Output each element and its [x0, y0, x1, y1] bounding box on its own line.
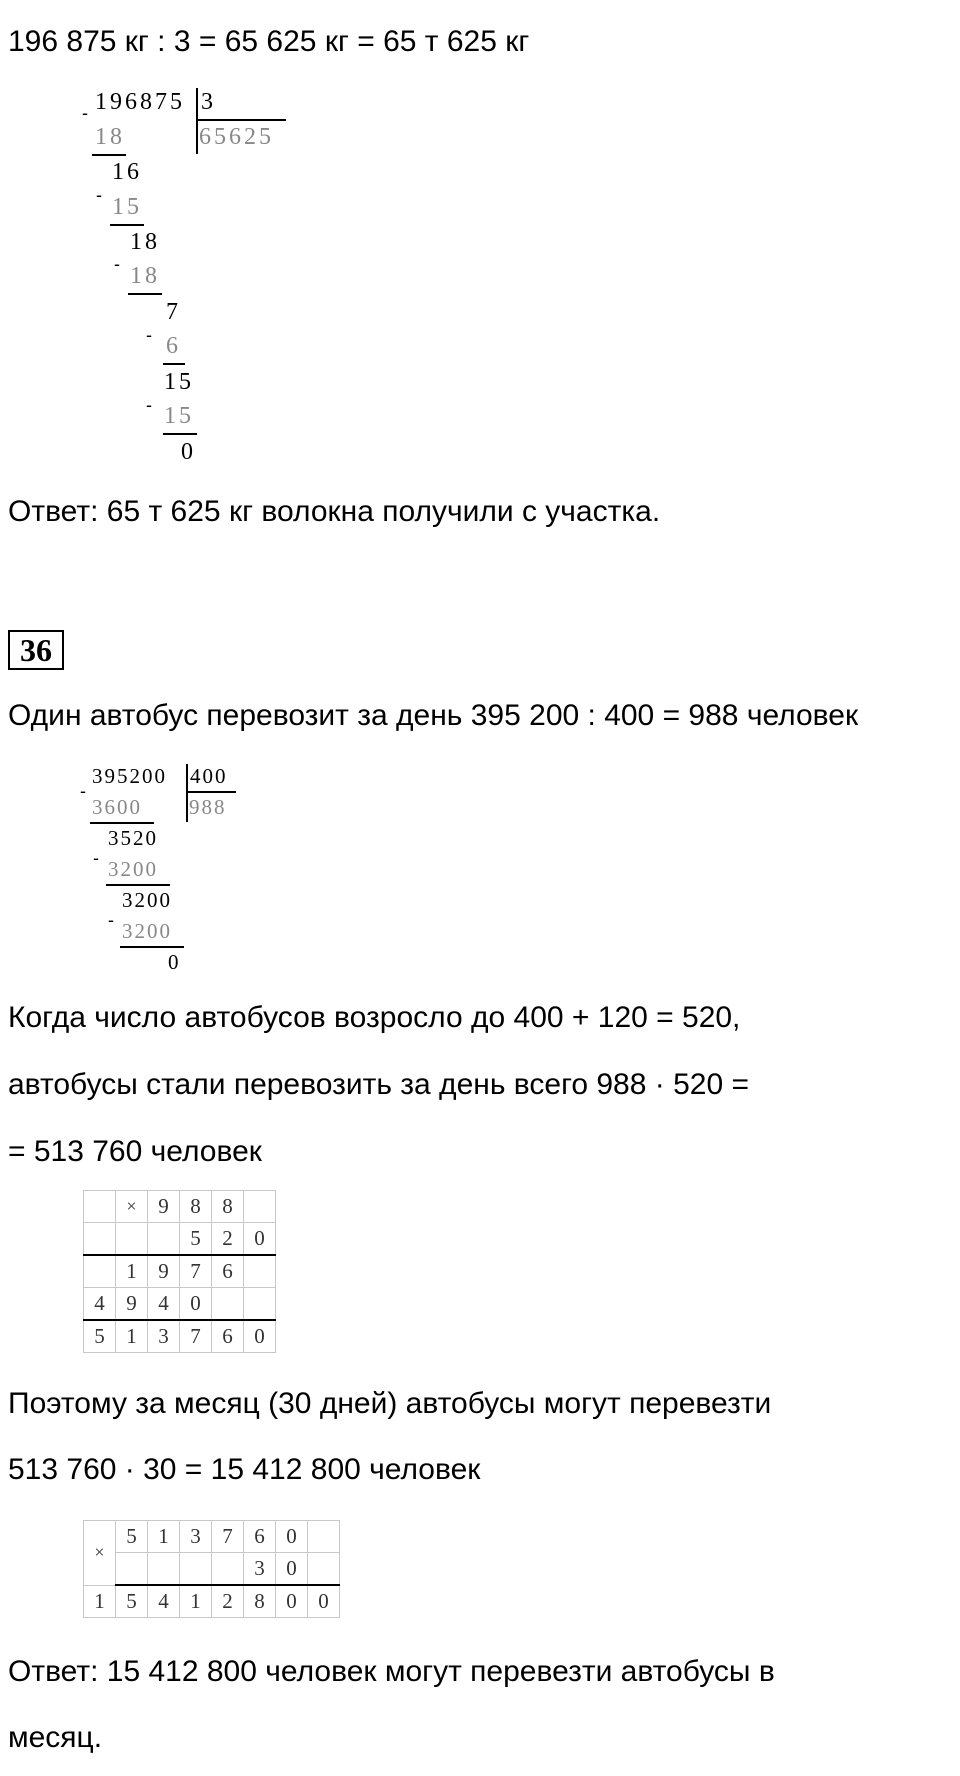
answer-1: Ответ: 65 т 625 кг волокна получили с участка.: [8, 495, 661, 528]
minus-sign: -: [96, 185, 102, 205]
grid-row: × 5 1 3 7 6 0: [84, 1521, 340, 1553]
divisor: 3: [201, 89, 216, 115]
division-step: 3200: [122, 919, 172, 943]
grid-row: × 9 8 8: [84, 1191, 276, 1223]
equation-line-2: Один автобус перевозит за день 395 200 : 400 = 988 человек: [8, 699, 859, 732]
grid-row: 3 0: [84, 1553, 340, 1586]
equation-line-7: 513 760 · 30 = 15 412 800 человек: [8, 1453, 481, 1486]
minus-sign: -: [80, 781, 86, 801]
division-step: 7: [166, 299, 181, 325]
equation-line-5: = 513 760 человек: [8, 1135, 262, 1168]
division-step: 15: [112, 194, 142, 220]
equation-line-6: Поэтому за месяц (30 дней) автобусы могут перевезти: [8, 1387, 772, 1420]
division-step: 18: [95, 124, 125, 150]
answer-2-line-1: Ответ: 15 412 800 человек могут перевезти автобусы в: [8, 1655, 775, 1688]
minus-sign: -: [82, 103, 88, 123]
minus-sign: -: [146, 395, 152, 415]
grid-row: 1 9 7 6: [84, 1255, 276, 1288]
multiplication-grid-2: [83, 1520, 340, 1618]
multiplication-grid-1: [83, 1190, 276, 1353]
task-number-badge: 36: [8, 630, 64, 670]
dividend: 395200: [92, 764, 167, 788]
minus-sign: -: [93, 848, 99, 868]
quotient: 65625: [199, 124, 274, 150]
division-remainder: 0: [181, 439, 196, 465]
division-step: 3600: [92, 795, 142, 819]
grid-row: 5 2 0: [84, 1223, 276, 1256]
division-step: 16: [112, 159, 142, 185]
answer-2-line-2: месяц.: [8, 1721, 103, 1754]
equation-line-4: автобусы стали перевозить за день всего 988 · 520 =: [8, 1068, 749, 1101]
times-sign: ×: [84, 1521, 116, 1586]
division-step: 15: [164, 369, 194, 395]
division-step: 6: [166, 333, 181, 359]
grid-row: 1 5 4 1 2 8 0 0: [84, 1585, 340, 1618]
grid-row: 5 1 3 7 6 0: [84, 1320, 276, 1353]
division-step: 18: [130, 229, 160, 255]
division-remainder: 0: [168, 950, 181, 974]
equation-line-1: 196 875 кг : 3 = 65 625 кг = 65 т 625 кг: [8, 25, 530, 58]
equation-line-3: Когда число автобусов возросло до 400 + 120 = 520,: [8, 1001, 741, 1034]
division-step: 15: [164, 403, 194, 429]
grid-row: 4 9 4 0: [84, 1288, 276, 1321]
minus-sign: -: [146, 325, 152, 345]
division-step: 3200: [108, 857, 158, 881]
division-step: 3520: [108, 826, 158, 850]
times-sign: ×: [116, 1191, 148, 1223]
dividend: 196875: [95, 89, 185, 115]
divisor: 400: [190, 764, 228, 788]
division-step: 18: [130, 263, 160, 289]
minus-sign: -: [114, 254, 120, 274]
division-step: 3200: [122, 888, 172, 912]
quotient: 988: [189, 795, 227, 819]
minus-sign: -: [108, 910, 114, 930]
